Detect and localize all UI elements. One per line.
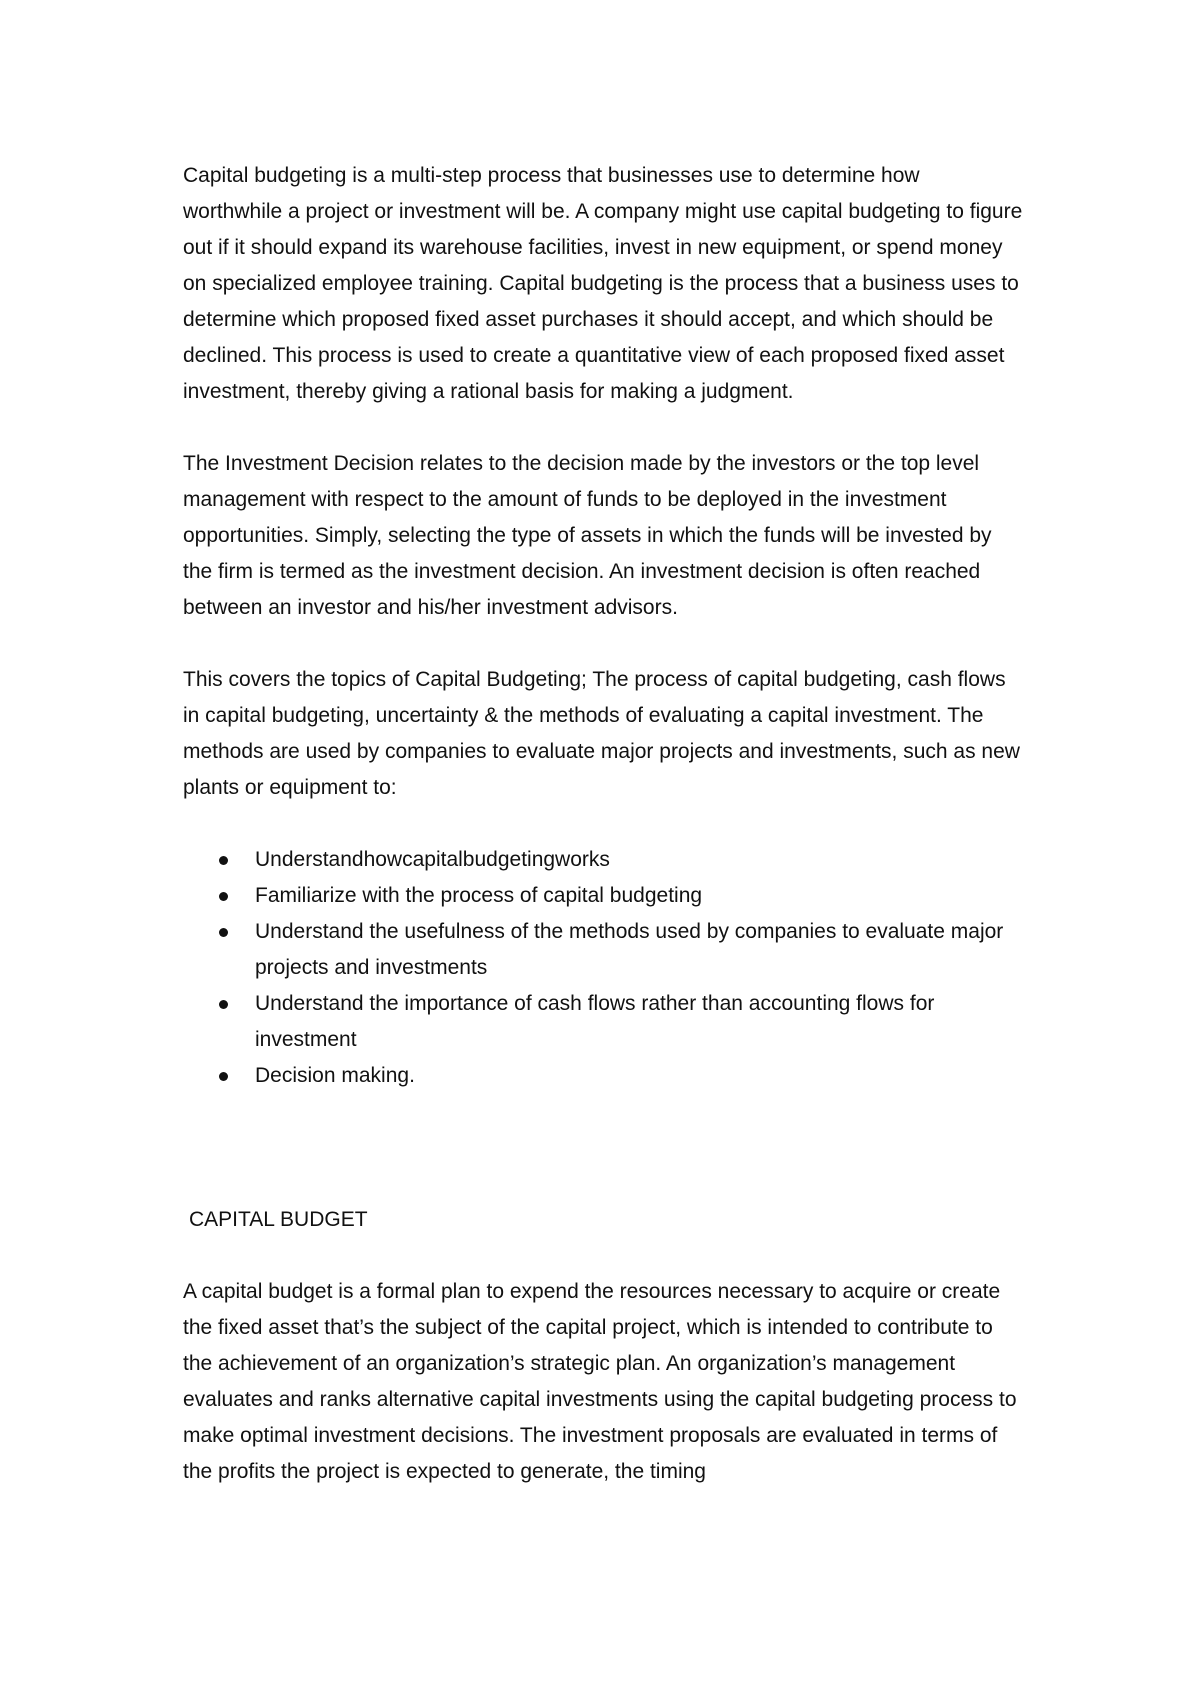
paragraph-capital-budgeting-intro: Capital budgeting is a multi-step process that businesses use to determine how worthwhile a project or investment will be. A company might use capital budgeting to figure out if it should expand its warehouse facilities, invest in new equipment, or spend money on specialized employee training. Capital budgeting is the process that a business uses to determine which proposed fixed asset purchases it should accept, and which should be declined. This process is used to create a quantitative view of each proposed fixed asset investment, thereby giving a rational basis for making a judgment.	[183, 164, 1023, 403]
list-item	[255, 914, 1023, 986]
paragraph-capital-budget-definition: A capital budget is a formal plan to expend the resources necessary to acquire or create the fixed asset that’s the subject of the capital project, which is intended to contribute to the achievement of an organization’s strategic plan. An organization’s management evaluates and ranks alternative capital investments using the capital budgeting process to make optimal investment decisions. The investment proposals are evaluated in terms of the profits the project is expected to generate, the timing	[183, 1280, 1017, 1483]
list-item	[255, 842, 1023, 878]
list-item-text: Understand the importance of cash flows rather than accounting flows for investment	[255, 992, 935, 1051]
paragraph-topics-covered: This covers the topics of Capital Budgeting; The process of capital budgeting, cash flows in capital budgeting, uncertainty & the methods of evaluating a capital investment. The methods are used by companies to evaluate major projects and investments, such as new plants or equipment to:	[183, 668, 1020, 799]
document-body	[183, 158, 1023, 1526]
list-item	[255, 1058, 1023, 1094]
list-item-text: Decision making.	[255, 1064, 415, 1087]
list-item	[255, 878, 1023, 914]
bullet-icon	[219, 856, 228, 865]
list-item-text: Understand the usefulness of the methods used by companies to evaluate major projects and investments	[255, 920, 1004, 979]
paragraph-investment-decision: The Investment Decision relates to the decision made by the investors or the top level management with respect to the amount of funds to be deployed in the investment opportunities. Simply, selecting the type of assets in which the funds will be invested by the firm is termed as the investment decision. An investment decision is often reached between an investor and his/her investment advisors.	[183, 452, 992, 619]
bullet-icon	[219, 1072, 228, 1081]
section-heading: CAPITAL BUDGET	[189, 1208, 368, 1231]
list-item	[255, 986, 1023, 1058]
section-spacer	[183, 1094, 1023, 1202]
list-item-text: Understandhowcapitalbudgetingworks	[255, 848, 610, 871]
list-item-text: Familiarize with the process of capital budgeting	[255, 884, 703, 907]
bullet-icon	[219, 928, 228, 937]
bullet-icon	[219, 1000, 228, 1009]
bullet-icon	[219, 892, 228, 901]
objectives-list	[183, 842, 1023, 1094]
